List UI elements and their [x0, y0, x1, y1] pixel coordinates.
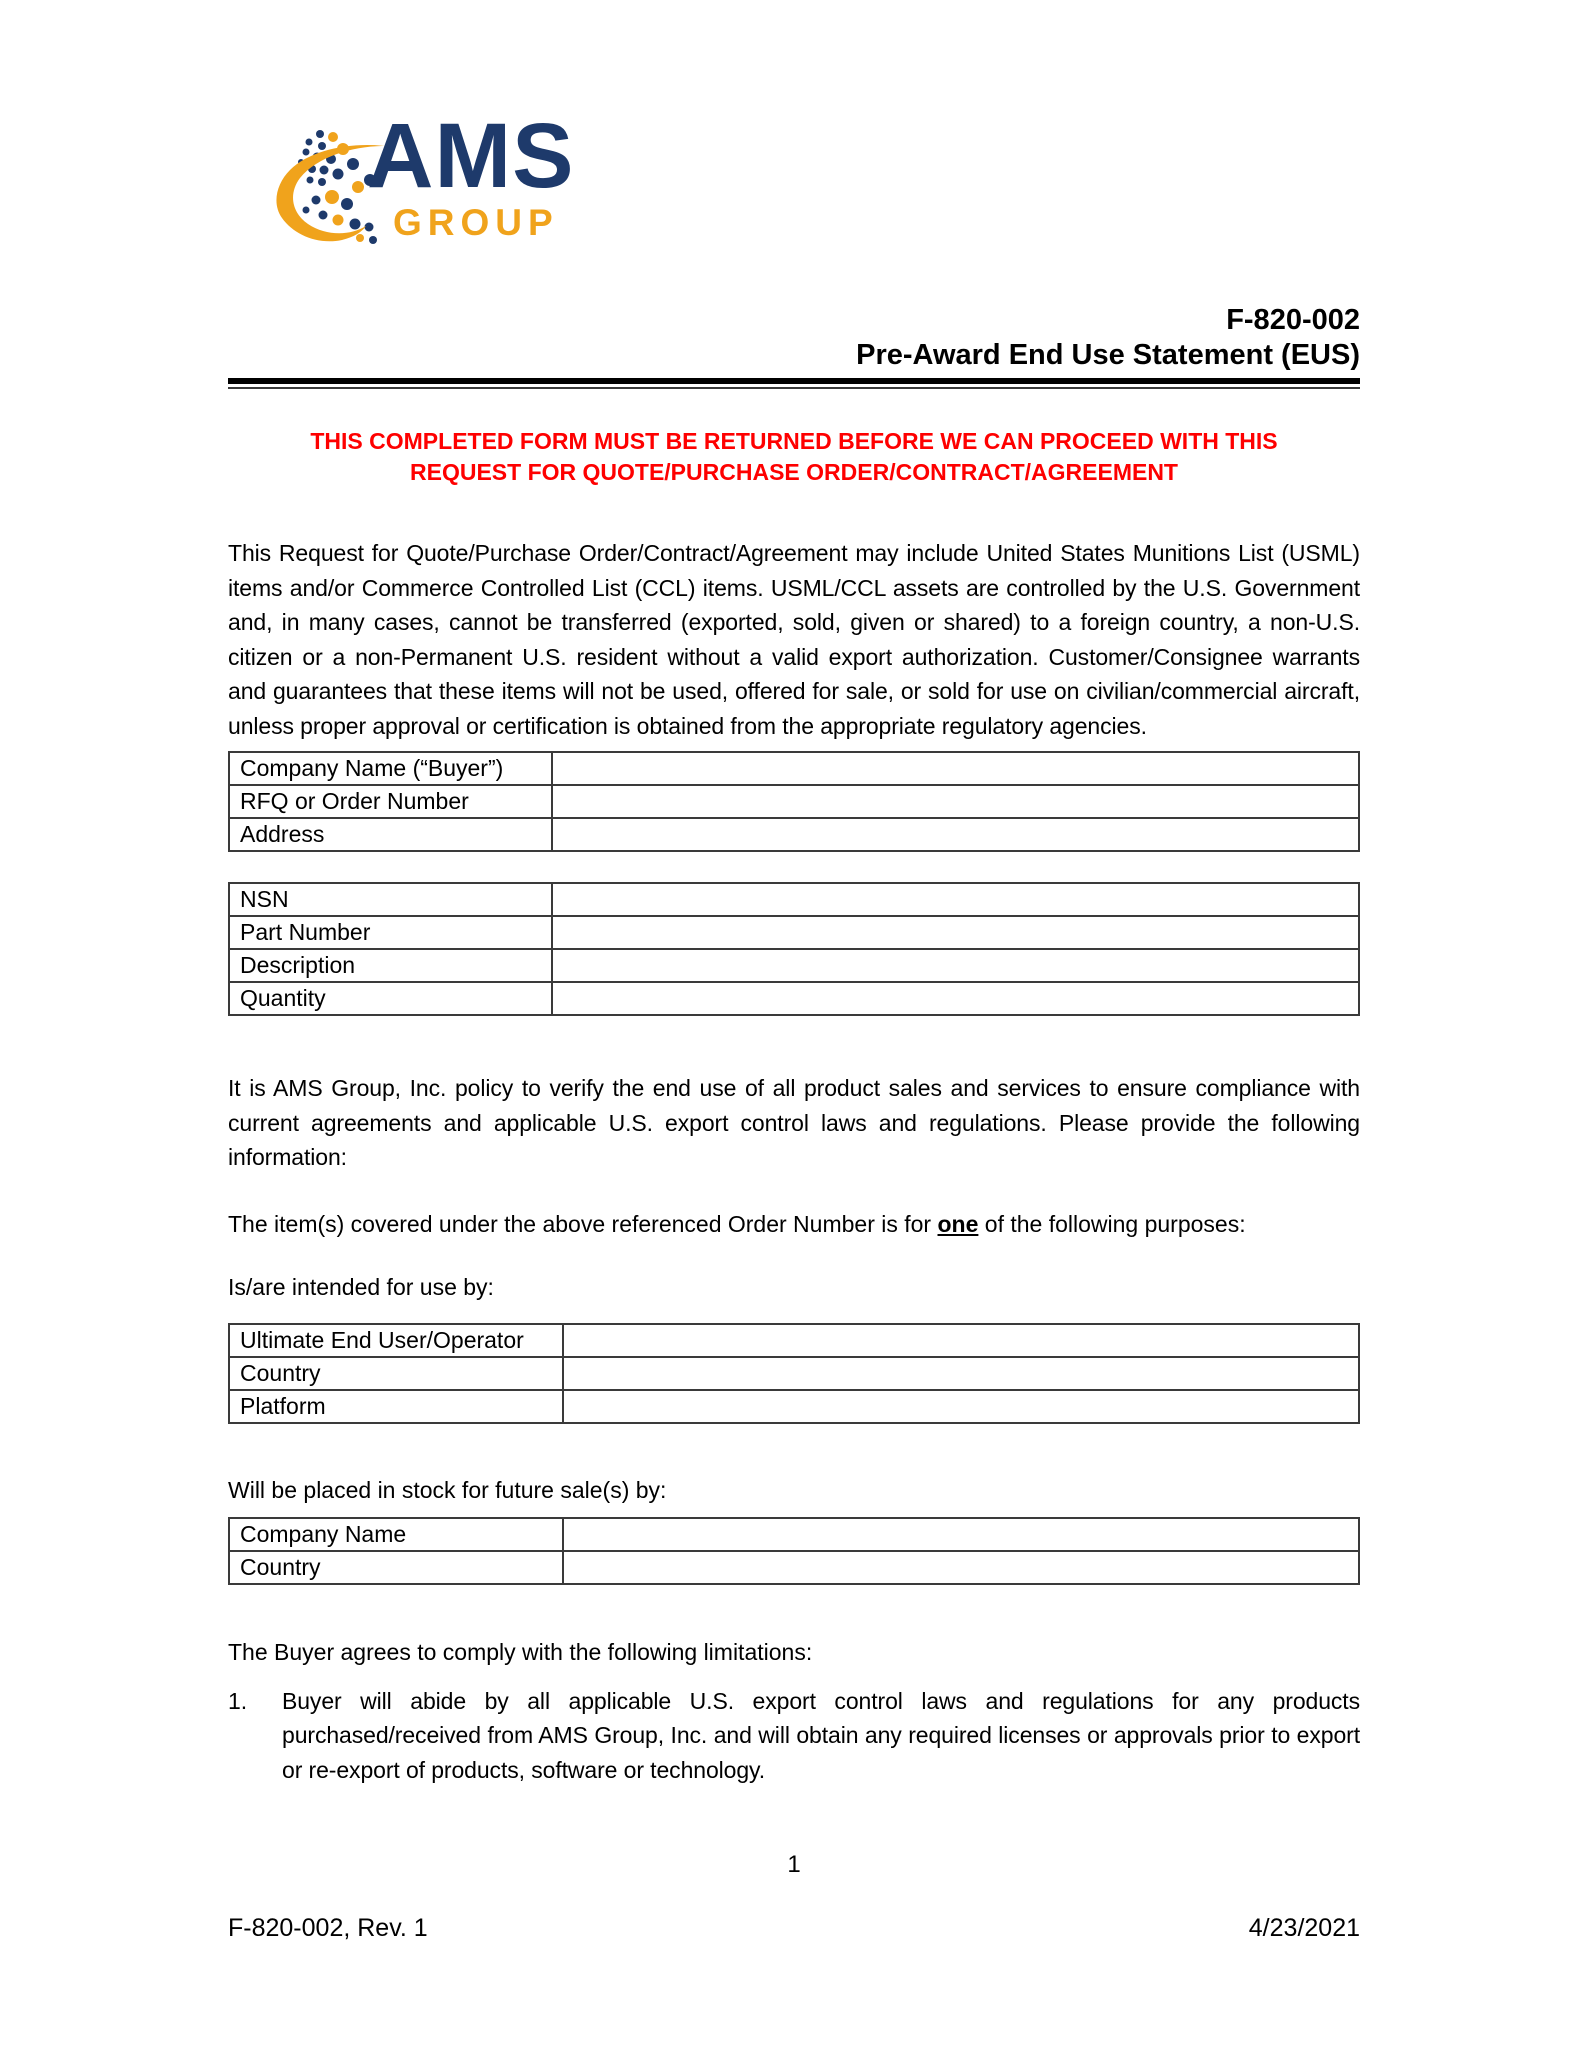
table-row: [229, 1390, 1359, 1423]
header-divider: [228, 378, 1360, 389]
page-number: 1: [787, 1851, 801, 1878]
table-row: [229, 785, 1359, 818]
end-user-country-label: Country: [229, 1357, 563, 1390]
platform-field[interactable]: [563, 1390, 1359, 1423]
return-notice-line2: REQUEST FOR QUOTE/PURCHASE ORDER/CONTRACT/AGREEMENT: [410, 459, 1178, 485]
policy-paragraph: It is AMS Group, Inc. policy to verify the end use of all product sales and services to ensure compliance with current agreements and applicable U.S. export control laws and regulations. Please provide the following information:: [228, 1075, 1360, 1170]
stock-company-name-field[interactable]: [563, 1518, 1359, 1551]
table-row: [229, 982, 1359, 1015]
address-label: Address: [229, 818, 552, 851]
quantity-field[interactable]: [552, 982, 1359, 1015]
table-row: [229, 1324, 1359, 1357]
table-row: [229, 916, 1359, 949]
stock-country-label: Country: [229, 1551, 563, 1584]
limitations-heading: The Buyer agrees to comply with the following limitations:: [228, 1639, 813, 1665]
rfq-order-number-label: RFQ or Order Number: [229, 785, 552, 818]
company-name-label: Company Name (“Buyer”): [229, 752, 552, 785]
description-label: Description: [229, 949, 552, 982]
item-info-table: [228, 882, 1360, 1016]
footer-date: 4/23/2021: [1248, 1914, 1360, 1942]
quantity-label: Quantity: [229, 982, 552, 1015]
purpose-statement: [228, 1207, 1360, 1242]
intro-paragraph: This Request for Quote/Purchase Order/Contract/Agreement may include United States Munitions List (USML) items and/or Commerce Controlled List (CCL) items. USML/CCL assets are controlled by the U.S. Government and, in many cases, cannot be transferred (exported, sold, given or shared) to a foreign country, a non-U.S. citizen or a non-Permanent U.S. resident without a valid export authorization. Customer/Consignee warrants and guarantees that these items will not be used, offered for sale, or sold for use on civilian/commercial aircraft, unless proper approval or certification is obtained from the appropriate regulatory agencies.: [228, 540, 1360, 739]
stock-company-name-label: Company Name: [229, 1518, 563, 1551]
document-header: [228, 303, 1360, 389]
limitation-item-1: [228, 1684, 1360, 1788]
platform-label: Platform: [229, 1390, 563, 1423]
return-notice: [228, 426, 1360, 488]
buyer-info-table: [228, 751, 1360, 852]
limitation-number: 1.: [228, 1687, 248, 1714]
page-footer: [228, 1914, 1360, 1943]
stock-table: [228, 1517, 1360, 1585]
table-row: [229, 818, 1359, 851]
footer-doc-ref: F-820-002, Rev. 1: [228, 1914, 428, 1942]
table-row: [229, 883, 1359, 916]
table-row: [229, 1518, 1359, 1551]
use-by-heading: Is/are intended for use by:: [228, 1274, 494, 1300]
table-row: [229, 949, 1359, 982]
page-title: Pre-Award End Use Statement (EUS): [856, 339, 1360, 371]
end-user-table: [228, 1323, 1360, 1424]
return-notice-line1: THIS COMPLETED FORM MUST BE RETURNED BEFORE WE CAN PROCEED WITH THIS: [310, 428, 1278, 454]
logo-subtext: GROUP: [393, 202, 559, 243]
stock-heading: Will be placed in stock for future sale(s) by:: [228, 1476, 667, 1503]
part-number-label: Part Number: [229, 916, 552, 949]
table-row: [229, 1551, 1359, 1584]
purpose-suffix: of the following purposes:: [978, 1210, 1246, 1237]
end-user-country-field[interactable]: [563, 1357, 1359, 1390]
address-field[interactable]: [552, 818, 1359, 851]
part-number-field[interactable]: [552, 916, 1359, 949]
nsn-field[interactable]: [552, 883, 1359, 916]
ams-group-logo: [228, 92, 1360, 247]
nsn-label: NSN: [229, 883, 552, 916]
ultimate-end-user-label: Ultimate End User/Operator: [229, 1324, 563, 1357]
stock-country-field[interactable]: [563, 1551, 1359, 1584]
limitation-text: Buyer will abide by all applicable U.S. export control laws and regulations for any products purchased/received from AMS Group, Inc. and will obtain any required licenses or approvals prior to export or re-export of products, software or technology.: [282, 1687, 1360, 1783]
purpose-prefix: The item(s) covered under the above referenced Order Number is for: [228, 1210, 938, 1237]
table-row: [229, 1357, 1359, 1390]
company-name-field[interactable]: [552, 752, 1359, 785]
logo-wordmark: AMS: [367, 105, 575, 207]
form-number: F-820-002: [1226, 304, 1360, 336]
ultimate-end-user-field[interactable]: [563, 1324, 1359, 1357]
rfq-order-number-field[interactable]: [552, 785, 1359, 818]
description-field[interactable]: [552, 949, 1359, 982]
table-row: [229, 752, 1359, 785]
purpose-emphasis: one: [937, 1210, 979, 1237]
